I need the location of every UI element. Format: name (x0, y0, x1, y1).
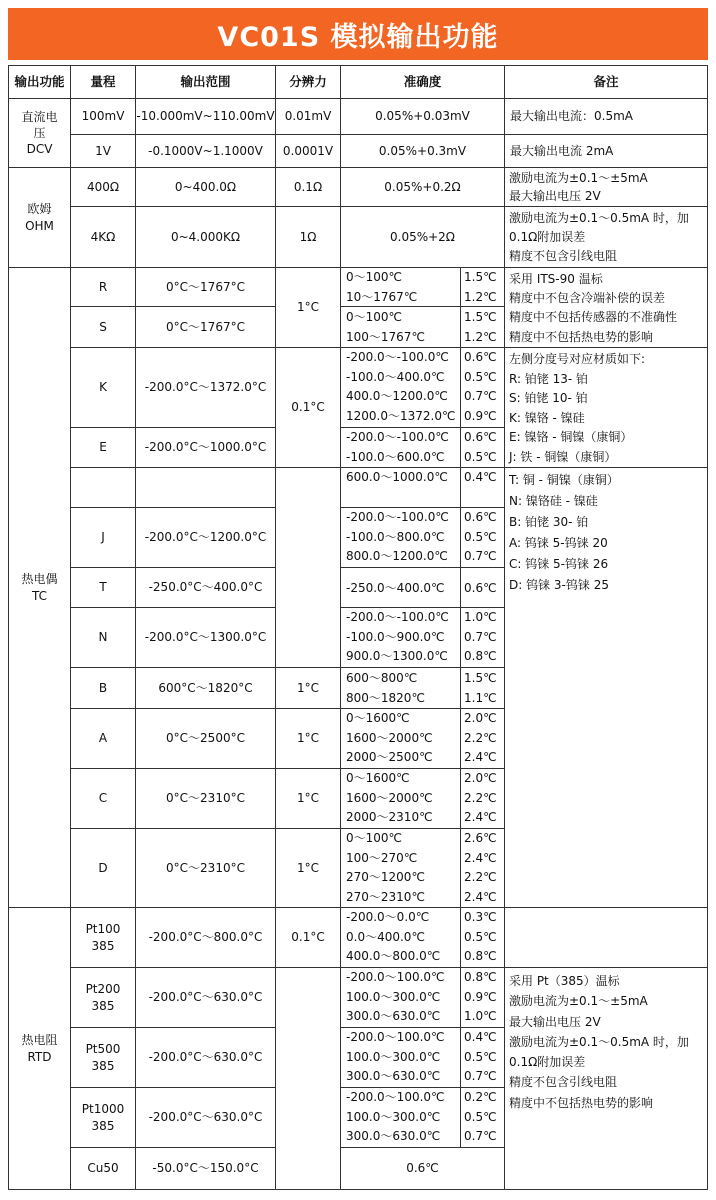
res-rtd-blank (275, 967, 341, 1190)
output-400ohm: 0~400.0Ω (135, 167, 276, 207)
seg: 0～100℃ (346, 270, 403, 284)
range-tc-blank (70, 467, 136, 508)
note-line: 精度不包含引线电阻 (509, 1075, 618, 1090)
res-tc-d: 1°C (275, 828, 341, 908)
note-line: 精度中不包含冷端补偿的误差 (509, 291, 666, 306)
range-line: Pt100 (85, 922, 121, 937)
header-notes: 备注 (504, 65, 708, 99)
seg: 100～1767℃ (346, 330, 425, 344)
val: 0.5℃ (464, 529, 497, 544)
seg: 270～2310℃ (346, 889, 425, 904)
vals-tc-c (460, 768, 505, 829)
range-tc-r: R (70, 267, 136, 307)
val: 0.5℃ (464, 369, 497, 384)
func-rtd (8, 907, 71, 1190)
seg: 300.0～630.0℃ (346, 1069, 441, 1083)
output-tc-n: -200.0°C～1300.0°C (135, 607, 276, 668)
note-line: 激励电流为±0.1～0.5mA 时，加 (509, 1034, 689, 1049)
output-tc-k: -200.0°C～1372.0°C (135, 347, 276, 428)
func-tc-line1: 热电偶 (21, 572, 58, 587)
range-tc-j: J (70, 507, 136, 568)
output-tc-a: 0°C～2500°C (135, 708, 276, 769)
val: 0.6℃ (464, 350, 497, 364)
segs-tc-d (340, 828, 461, 908)
res-tc-a: 1°C (275, 708, 341, 769)
note-line: N: 镍铬硅 - 镍硅 (509, 494, 598, 508)
segs-tc-e (340, 427, 461, 468)
seg: 1600～2000℃ (346, 730, 433, 745)
range-cu50: Cu50 (70, 1147, 136, 1190)
output-tc-j: -200.0°C～1200.0°C (135, 507, 276, 568)
func-ohm-line2: OHM (25, 218, 54, 233)
output-tc-b: 600°C～1820°C (135, 667, 276, 709)
vals-tc-j (460, 507, 505, 568)
seg: -100.0～400.0℃ (346, 369, 445, 384)
seg: 100～270℃ (346, 850, 418, 865)
func-ohm (8, 167, 71, 268)
seg: 300.0～630.0℃ (346, 1129, 441, 1143)
range-tc-b: B (70, 667, 136, 709)
seg: 10～1767℃ (346, 289, 418, 304)
val: 1.1℃ (464, 691, 497, 705)
val: 1.5℃ (464, 270, 497, 284)
range-tc-n: N (70, 607, 136, 668)
val: 0.9℃ (464, 408, 497, 423)
seg: 0.0～400.0℃ (346, 929, 425, 944)
val: 0.6℃ (464, 510, 497, 524)
note-1v: 最大输出电流 2mA (504, 134, 708, 168)
val: 0.5℃ (464, 449, 497, 464)
acc-4kohm: 0.05%+2Ω (340, 206, 505, 268)
seg: -200.0～-100.0℃ (346, 350, 449, 364)
output-cu50: -50.0°C～150.0°C (135, 1147, 276, 1190)
res-tc-ke: 0.1°C (275, 347, 341, 468)
segs-tc-s (340, 306, 461, 348)
vals-tc-s (460, 306, 505, 348)
seg: 300.0～630.0℃ (346, 1009, 441, 1023)
output-pt100: -200.0°C～800.0°C (135, 907, 276, 968)
val: 2.2℃ (464, 730, 497, 745)
val: 0.9℃ (464, 989, 497, 1004)
segs-pt200 (340, 967, 461, 1028)
seg: 100.0～300.0℃ (346, 1049, 441, 1064)
notes-4kohm (504, 206, 708, 268)
val: 0.7℃ (464, 1069, 497, 1083)
seg: -200.0～-100.0℃ (346, 430, 449, 444)
seg: -200.0～100.0℃ (346, 1030, 445, 1044)
val: 0.7℃ (464, 629, 497, 644)
val: 0.7℃ (464, 1129, 497, 1143)
seg: 900.0～1300.0℃ (346, 649, 448, 663)
seg: 0～100℃ (346, 310, 403, 324)
func-dcv (8, 98, 71, 168)
val: 1.2℃ (464, 289, 497, 304)
output-tc-r: 0°C～1767°C (135, 267, 276, 307)
seg: 0～100℃ (346, 831, 403, 845)
seg: -200.0～100.0℃ (346, 970, 445, 984)
note-line: C: 钨铼 5-钨铼 26 (509, 557, 609, 571)
range-line: 385 (91, 998, 115, 1013)
output-pt200: -200.0°C～630.0°C (135, 967, 276, 1028)
notes-400ohm (504, 167, 708, 207)
val: 1.5℃ (464, 671, 497, 685)
note-line: B: 铂铑 30- 铂 (509, 515, 589, 529)
res-tc-blank (275, 467, 341, 668)
seg: 2000～2500℃ (346, 750, 433, 764)
range-line: 385 (91, 1118, 115, 1133)
range-tc-d: D (70, 828, 136, 908)
val: 0.4℃ (464, 470, 497, 484)
output-pt500: -200.0°C～630.0°C (135, 1027, 276, 1088)
note-line: 精度不包含引线电阻 (509, 249, 618, 263)
segs-tc-r (340, 267, 461, 307)
range-4kohm: 4KΩ (70, 206, 136, 268)
seg: 400.0～800.0℃ (346, 949, 441, 963)
note-line: 左侧分度号对应材质如下: (509, 352, 646, 366)
val: 0.5℃ (464, 1109, 497, 1124)
val: 1.0℃ (464, 610, 497, 624)
res-tc-b: 1°C (275, 667, 341, 709)
func-dcv-line2: 压 (33, 125, 46, 140)
note-line: K: 镍铬 - 镍硅 (509, 410, 585, 425)
res-400ohm: 0.1Ω (275, 167, 341, 207)
segs-tc-b (340, 667, 461, 709)
val: 2.4℃ (464, 750, 497, 764)
segs-tc-e2 (340, 467, 461, 508)
val: 0.8℃ (464, 970, 497, 984)
seg: 800～1820℃ (346, 691, 425, 705)
output-tc-blank (135, 467, 276, 508)
note-line: 精度中不包括热电势的影响 (509, 329, 654, 344)
val: 2.2℃ (464, 790, 497, 805)
res-pt100: 0.1°C (275, 907, 341, 968)
val: 2.6℃ (464, 831, 497, 845)
range-pt1000 (70, 1087, 136, 1148)
val: 0.6℃ (464, 430, 497, 444)
seg: -200.0～-100.0℃ (346, 610, 449, 624)
seg: -200.0～-100.0℃ (346, 510, 449, 524)
range-line: Pt500 (85, 1042, 121, 1057)
val: 0.7℃ (464, 549, 497, 563)
note-line: 精度中不包括传感器的不准确性 (509, 310, 678, 325)
seg: 400.0～1200.0℃ (346, 389, 448, 403)
acc-400ohm: 0.05%+0.2Ω (340, 167, 505, 207)
vals-pt200 (460, 967, 505, 1028)
val: 2.0℃ (464, 711, 497, 725)
output-tc-t: -250.0°C～400.0°C (135, 567, 276, 608)
seg: -100.0～800.0℃ (346, 529, 445, 544)
res-4kohm: 1Ω (275, 206, 341, 268)
range-tc-a: A (70, 708, 136, 769)
range-tc-e: E (70, 427, 136, 468)
vals-tc-n (460, 607, 505, 668)
range-400ohm: 400Ω (70, 167, 136, 207)
note-line: S: 铂铑 10- 铂 (509, 391, 588, 405)
val: 0.3℃ (464, 910, 497, 924)
note-line: A: 钨铼 5-钨铼 20 (509, 536, 608, 550)
output-tc-c: 0°C～2310°C (135, 768, 276, 829)
vals-tc-e (460, 427, 505, 468)
output-100mv: -10.000mV~110.00mV (135, 98, 276, 135)
segs-tc-c (340, 768, 461, 829)
note-line: 最大输出电压 2V (509, 1014, 601, 1029)
output-pt1000: -200.0°C～630.0°C (135, 1087, 276, 1148)
seg: 2000～2310℃ (346, 810, 433, 824)
seg: -100.0～900.0℃ (346, 629, 445, 644)
val: 0.4℃ (464, 1030, 497, 1044)
func-rtd-line1: 热电阻 (21, 1033, 58, 1048)
range-tc-t: T (70, 567, 136, 608)
vals-tc-r (460, 267, 505, 307)
res-100mv: 0.01mV (275, 98, 341, 135)
range-tc-c: C (70, 768, 136, 829)
val: 0.7℃ (464, 389, 497, 403)
segs-tc-n (340, 607, 461, 668)
note-line: 激励电流为±0.1～0.5mA 时，加 (509, 211, 689, 225)
seg: 1200.0～1372.0℃ (346, 408, 456, 423)
func-ohm-line1: 欧姆 (27, 202, 52, 217)
vals-pt500 (460, 1027, 505, 1088)
notes-rtd (504, 967, 708, 1190)
res-tc-c: 1°C (275, 768, 341, 829)
header-output-range: 输出范围 (135, 65, 276, 99)
notes-tc-2 (504, 347, 708, 468)
seg: 800.0～1200.0℃ (346, 549, 448, 563)
notes-tc-1 (504, 267, 708, 348)
output-1v: -0.1000V~1.1000V (135, 134, 276, 168)
range-100mv: 100mV (70, 98, 136, 135)
val: 1.2℃ (464, 330, 497, 344)
header-accuracy: 准确度 (340, 65, 505, 99)
vals-tc-e2 (460, 467, 505, 508)
vals-tc-t (460, 567, 505, 608)
val: 0.6℃ (464, 580, 497, 595)
note-line: 激励电流为±0.1～±5mA (509, 171, 648, 185)
seg: 270～1200℃ (346, 870, 425, 884)
seg: 100.0～300.0℃ (346, 1109, 441, 1124)
val: 2.2℃ (464, 870, 497, 884)
vals-tc-b (460, 667, 505, 709)
vals-tc-k (460, 347, 505, 428)
segs-tc-t (340, 567, 461, 608)
note-line: J: 铁 - 铜镍（康铜） (509, 449, 617, 464)
func-tc-line2: TC (31, 588, 47, 603)
seg: -200.0～0.0℃ (346, 910, 430, 924)
val: 0.8℃ (464, 949, 497, 963)
func-dcv-line1: 直流电 (21, 109, 58, 124)
res-tc-rs: 1°C (275, 267, 341, 348)
header-resolution: 分辨力 (275, 65, 341, 99)
range-pt100 (70, 907, 136, 968)
note-100mv: 最大输出电流：0.5mA (504, 98, 708, 135)
segs-pt1000 (340, 1087, 461, 1148)
output-tc-d: 0°C～2310°C (135, 828, 276, 908)
segs-pt500 (340, 1027, 461, 1088)
func-rtd-line2: RTD (27, 1049, 52, 1064)
note-line: T: 铜 - 铜镍（康铜） (509, 473, 619, 487)
seg: -100.0～600.0℃ (346, 449, 445, 464)
segs-tc-a (340, 708, 461, 769)
seg: -200.0～100.0℃ (346, 1090, 445, 1104)
seg: 600～800℃ (346, 671, 418, 685)
range-line: 385 (91, 1058, 115, 1073)
note-line: 采用 Pt（385）温标 (509, 974, 620, 988)
segs-pt100 (340, 907, 461, 968)
seg: 1600～2000℃ (346, 790, 433, 805)
res-1v: 0.0001V (275, 134, 341, 168)
note-line: D: 钨铼 3-钨铼 25 (509, 578, 609, 592)
note-line: 采用 ITS-90 温标 (509, 272, 603, 286)
acc-cu50: 0.6℃ (340, 1147, 505, 1190)
val: 2.4℃ (464, 850, 497, 865)
val: 1.0℃ (464, 1009, 497, 1023)
vals-tc-a (460, 708, 505, 769)
notes-tc-3 (504, 467, 708, 908)
val: 0.5℃ (464, 1049, 497, 1064)
val: 2.4℃ (464, 889, 497, 904)
acc-1v: 0.05%+0.3mV (340, 134, 505, 168)
header-range: 量程 (70, 65, 136, 99)
output-tc-s: 0°C～1767°C (135, 306, 276, 348)
note-line: R: 铂铑 13- 铂 (509, 371, 589, 386)
page-title: VC01S 模拟输出功能 (8, 8, 708, 60)
val: 0.8℃ (464, 649, 497, 663)
acc-100mv: 0.05%+0.03mV (340, 98, 505, 135)
func-tc (8, 267, 71, 908)
range-pt200 (70, 967, 136, 1028)
val: 2.4℃ (464, 810, 497, 824)
vals-pt1000 (460, 1087, 505, 1148)
func-dcv-line3: DCV (26, 142, 53, 157)
note-line: 精度中不包括热电势的影响 (509, 1095, 654, 1110)
val: 2.0℃ (464, 771, 497, 785)
seg: -250.0～400.0℃ (346, 581, 445, 595)
seg: 600.0～1000.0℃ (346, 470, 448, 484)
range-tc-s: S (70, 306, 136, 348)
seg: 0～1600℃ (346, 711, 410, 725)
segs-tc-j (340, 507, 461, 568)
output-4kohm: 0~4.000KΩ (135, 206, 276, 268)
range-1v: 1V (70, 134, 136, 168)
seg: 100.0～300.0℃ (346, 989, 441, 1004)
segs-tc-k (340, 347, 461, 428)
range-line: Pt200 (85, 982, 121, 997)
note-line: 0.1Ω附加误差 (509, 1055, 586, 1070)
val: 0.2℃ (464, 1090, 497, 1104)
seg: 0～1600℃ (346, 771, 410, 785)
val: 1.5℃ (464, 310, 497, 324)
note-line: E: 镍铬 - 铜镍（康铜） (509, 430, 633, 444)
range-line: Pt1000 (81, 1102, 125, 1117)
range-tc-k: K (70, 347, 136, 428)
output-tc-e: -200.0°C～1000.0°C (135, 427, 276, 468)
vals-tc-d (460, 828, 505, 908)
vals-pt100 (460, 907, 505, 968)
header-function: 输出功能 (8, 65, 71, 99)
notes-pt100-empty (504, 907, 708, 968)
val: 0.5℃ (464, 929, 497, 944)
note-line: 激励电流为±0.1～±5mA (509, 994, 648, 1009)
range-pt500 (70, 1027, 136, 1088)
note-line: 最大输出电压 2V (509, 188, 601, 203)
range-line: 385 (91, 938, 115, 953)
note-line: 0.1Ω附加误差 (509, 230, 586, 244)
